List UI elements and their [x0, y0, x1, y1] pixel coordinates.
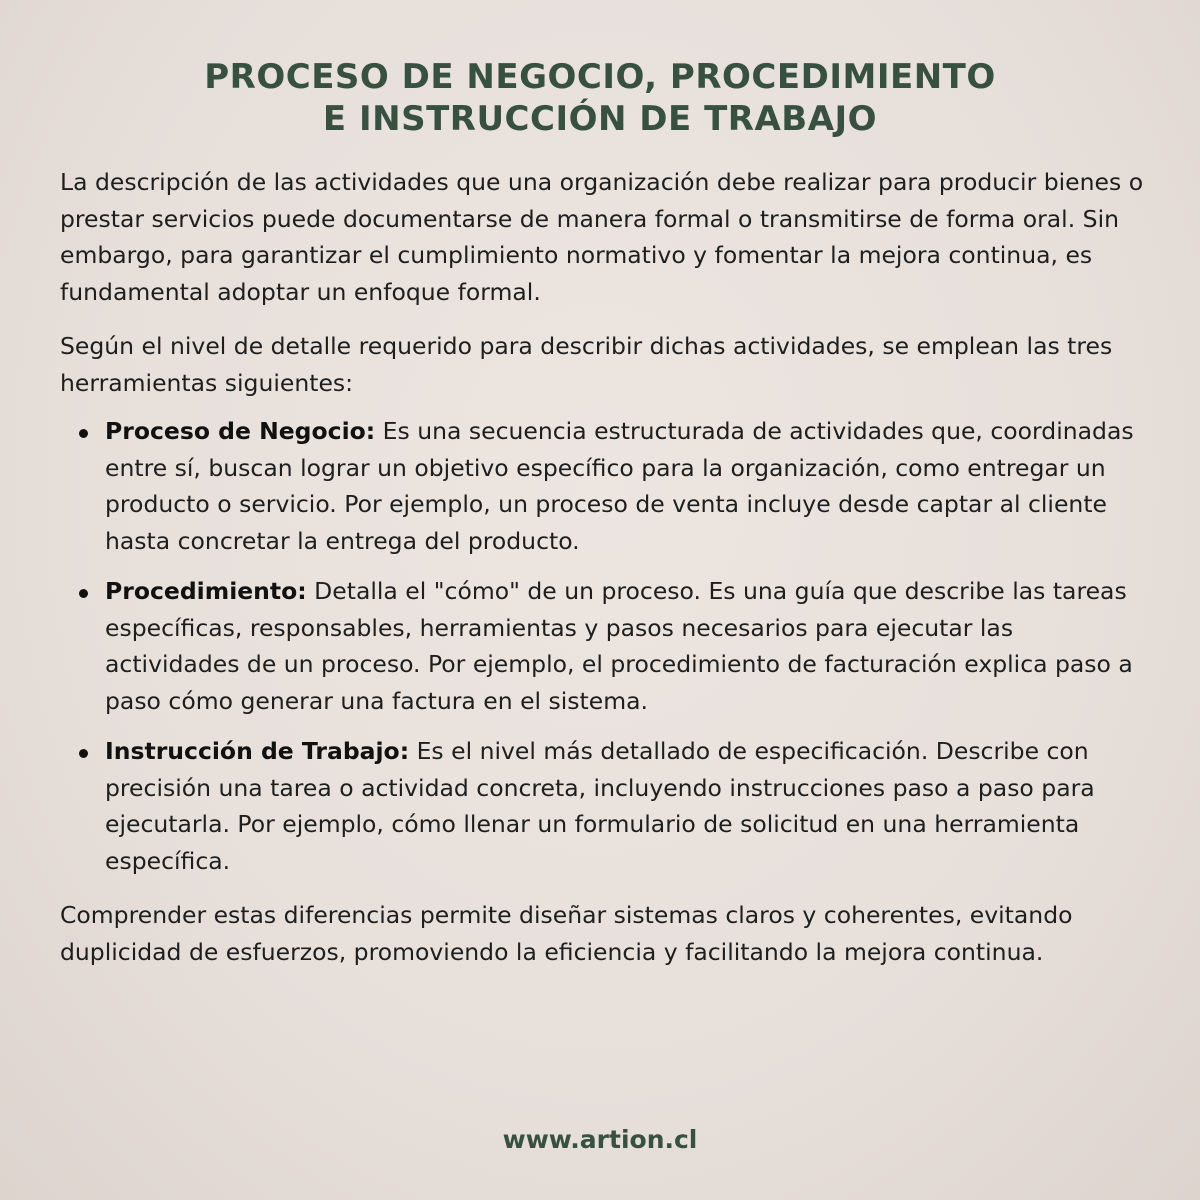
list-item	[105, 733, 1150, 879]
item-text: Es el nivel más detallado de especificación. Describe con precisión una tarea o actividad concreta, incluyendo instrucciones paso a paso para ejecutarla. Por ejemplo, cómo llenar un formulario de solicitud en una herramienta específica.	[105, 737, 1095, 875]
lead-paragraph: Según el nivel de detalle requerido para describir dichas actividades, se emplean las tres herramientas siguientes:	[60, 332, 1113, 397]
conclusion-paragraph: Comprender estas diferencias permite diseñar sistemas claros y coherentes, evitando duplicidad de esfuerzos, promoviendo la eficiencia y facilitando la mejora continua.	[60, 901, 1073, 966]
intro-paragraph: La descripción de las actividades que una organización debe realizar para producir bienes o prestar servicios puede documentarse de manera formal o transmitirse de forma oral. Sin embargo, para garantizar el cumplimiento normativo y fomentar la mejora continua, es fundamental adoptar un enfoque formal.	[60, 168, 1144, 306]
title-line-1: PROCESO DE NEGOCIO, PROCEDIMIENTO	[204, 57, 996, 97]
bullet-icon	[79, 429, 88, 438]
list-item	[105, 573, 1150, 719]
tools-list	[60, 413, 1150, 879]
item-text: Detalla el "cómo" de un proceso. Es una guía que describe las tareas específicas, responsables, herramientas y pasos necesarios para ejecutar las actividades de un proceso. Por ejemplo, el procedimiento de facturación explica paso a paso cómo generar una factura en el sistema.	[105, 577, 1133, 715]
page-title	[0, 56, 1200, 140]
list-item	[105, 413, 1150, 559]
item-term: Instrucción de Trabajo:	[105, 737, 410, 765]
bullet-icon	[79, 589, 88, 598]
title-line-2: E INSTRUCCIÓN DE TRABAJO	[322, 99, 878, 139]
item-text: Es una secuencia estructurada de actividades que, coordinadas entre sí, buscan lograr un objetivo específico para la organización, como entregar un producto o servicio. Por ejemplo, un proceso de venta incluye desde captar al cliente hasta concretar la entrega del producto.	[105, 417, 1134, 555]
body-content	[60, 164, 1150, 970]
bullet-icon	[79, 749, 88, 758]
item-term: Proceso de Negocio:	[105, 417, 376, 445]
website-link[interactable]: www.artion.cl	[502, 1125, 698, 1154]
item-term: Procedimiento:	[105, 577, 307, 605]
